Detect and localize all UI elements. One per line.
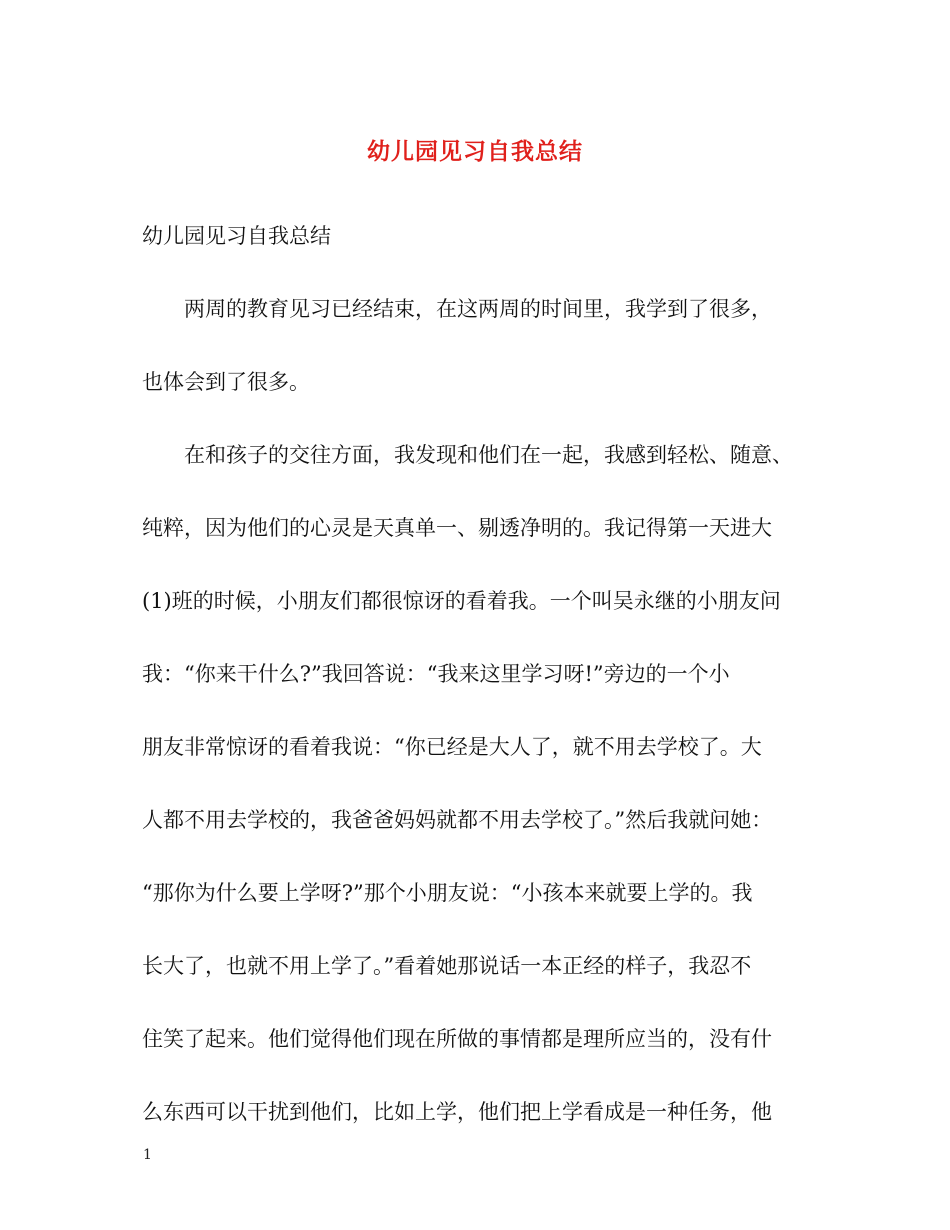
paragraph-line: 么东西可以干扰到他们，比如上学，他们把上学看成是一种任务，他 [142,1100,772,1124]
paragraph-line: (1)班的时候，小朋友们都很惊讶的看着我。一个叫吴永继的小朋友问 [142,589,781,613]
subtitle-line: 幼儿园见习自我总结 [142,224,331,248]
paragraph-line: 两周的教育见习已经结束，在这两周的时间里，我学到了很多， [184,297,772,321]
paragraph-line: 长大了，也就不用上学了。”看着她那说话一本正经的样子，我忍不 [142,954,752,978]
paragraph-line: 在和孩子的交往方面，我发现和他们在一起，我感到轻松、随意、 [184,443,793,467]
page-number: 1 [143,1147,152,1163]
paragraph-line: 也体会到了很多。 [142,370,310,394]
paragraph-line: 朋友非常惊讶的看着我说：“你已经是大人了，就不用去学校了。大 [142,735,762,759]
document-body [142,214,814,1163]
document-title: 幼儿园见习自我总结 [367,138,583,165]
paragraph-line: 住笑了起来。他们觉得他们现在所做的事情都是理所应当的，没有什 [142,1027,772,1051]
paragraph-line: “那你为什么要上学呀?”那个小朋友说：“小孩本来就要上学的。我 [142,881,753,905]
paragraph-line: 人都不用去学校的，我爸爸妈妈就都不用去学校了。”然后我就问她： [142,808,773,832]
paragraph-line: 纯粹，因为他们的心灵是天真单一、剔透净明的。我记得第一天进大 [142,516,772,540]
paragraph-line: 我：“你来干什么?”我回答说：“我来这里学习呀!”旁边的一个小 [142,662,730,686]
